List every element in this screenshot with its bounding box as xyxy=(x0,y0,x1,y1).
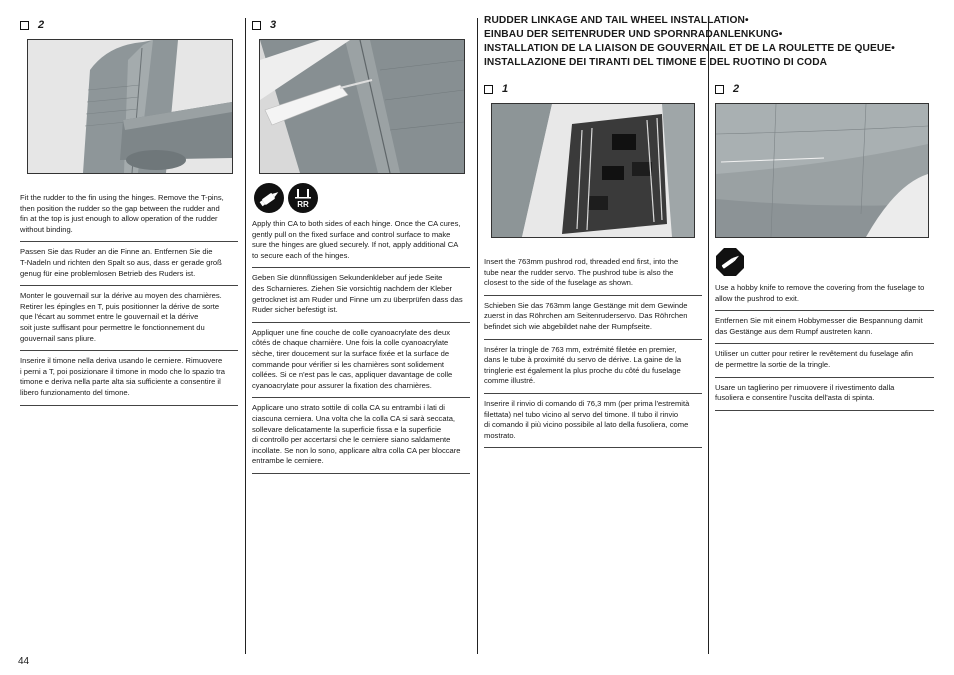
tool-icons xyxy=(254,181,470,215)
section-heading xyxy=(484,14,944,70)
heading-de: EINBAU DER SEITENRUDER UND SPORNRADANLENKUNG• xyxy=(484,29,783,40)
column-2 xyxy=(252,18,470,474)
column-divider xyxy=(245,18,246,654)
photo-pushrod-insert xyxy=(491,103,695,238)
checkbox[interactable] xyxy=(252,21,261,30)
instruction-en: Fit the rudder to the fin using the hinges. Remove the T-pins, then position the rudder so the gap between the rudder and fin at the top is just enough to allow operation of the rudder without binding. xyxy=(20,193,238,242)
instruction-fr: Monter le gouvernail sur la dérive au moyen des charnières. Retirer les épingles en T, puis positionner la dérive de sorte que l'écart au sommet entre le gouvernail et la dérive soit juste suffisant pour permettre le fonctionnement du gouvernail sans pliure. xyxy=(20,286,238,351)
rudder-fin-image xyxy=(28,40,232,173)
column-3 xyxy=(484,82,702,448)
instruction-it: Applicare uno strato sottile di colla CA su entrambi i lati di ciascuna cerniera. Una volta che la colla CA si sarà seccata, sollevare delicatamente la superficie fissa e la superficie di controllo per accertarsi che le cerniere siano saldamente incollate. Se non lo sono, applicare altra colla CA per bloccare entrambe le cerniere. xyxy=(252,398,470,474)
step-number: 1 xyxy=(502,83,509,95)
instruction-en: Insert the 763mm pushrod rod, threaded end first, into the tube near the rudder servo. The pushrod tube is also the closest to the side of the fuselage as shown. xyxy=(484,257,702,296)
fuselage-pushrod-image xyxy=(716,104,928,237)
hobby-knife-icon xyxy=(715,247,745,277)
photo-pushrod-exit xyxy=(715,103,929,238)
column-1 xyxy=(20,18,238,406)
ca-glue-icon xyxy=(254,183,284,213)
page-number: 44 xyxy=(18,656,30,667)
instruction-fr: Appliquer une fine couche de colle cyanoacrylate des deux côtés de chaque charnière. Une fois la colle cyanoacrylate sèche, tirer doucement sur la surface fixée et la surface de commande pour vérifier si les charnières sont solidement collées. Si ce n'est pas le cas, appliquer davantage de colle cyanoacrylate pour assurer la fixation des charnières. xyxy=(252,323,470,399)
instruction-it: Inserire il timone nella deriva usando le cerniere. Rimuovere i perni a T, poi posizionare il timone in modo che lo spazio tra timone e deriva nella parte alta sia sufficiente a consentire il libero funzionamento del timone. xyxy=(20,351,238,405)
column-divider xyxy=(477,18,478,654)
heading-it: INSTALLAZIONE DEI TIRANTI DEL TIMONE E DEL RUOTINO DI CODA xyxy=(484,57,828,68)
step-header xyxy=(484,82,702,96)
instruction-de: Passen Sie das Ruder an die Finne an. Entfernen Sie die T-Nadeln und richten den Spalt so aus, dass er gerade groß genug für eine problemlosen Betrieb des Ruders ist. xyxy=(20,242,238,286)
step-number: 3 xyxy=(270,19,277,31)
svg-text:RR: RR xyxy=(297,200,309,209)
checkbox[interactable] xyxy=(484,85,493,94)
instruction-de: Entfernen Sie mit einem Hobbymesser die Bespannung damit das Gestänge aus dem Rumpf austreten kann. xyxy=(715,311,934,344)
column-divider xyxy=(708,18,709,654)
checkbox[interactable] xyxy=(715,85,724,94)
instruction-fr: Utiliser un cutter pour retirer le revêtement du fuselage afin de permettre la sortie de la tringle. xyxy=(715,344,934,377)
step-number: 2 xyxy=(733,83,740,95)
heading-en: RUDDER LINKAGE AND TAIL WHEEL INSTALLATION• xyxy=(484,15,749,26)
column-4 xyxy=(715,82,934,411)
tool-icons xyxy=(715,245,934,279)
checkbox[interactable] xyxy=(20,21,29,30)
step-header xyxy=(20,18,238,32)
step-header xyxy=(715,82,934,96)
instruction-de: Geben Sie dünnflüssigen Sekundenkleber auf jede Seite des Scharnieres. Ziehen Sie vorsichtig nachdem der Kleber getrocknet ist am Ruder und Finne um zu überprüfen dass das Ruder sicher befestigt ist. xyxy=(252,268,470,322)
step-number: 2 xyxy=(38,19,45,31)
ca-application-image xyxy=(260,40,464,173)
photo-rudder-fit xyxy=(27,39,233,174)
instruction-en: Apply thin CA to both sides of each hinge. Once the CA cures, gently pull on the fixed surface and control surface to make sure the hinges are glued securely. If not, apply additional CA to secure each of the hinges. xyxy=(252,219,470,268)
instruction-it: Usare un taglierino per rimuovere il rivestimento dalla fusoliera e consentire l'uscita dell'asta di spinta. xyxy=(715,378,934,411)
hinge-icon xyxy=(288,183,318,213)
instruction-it: Inserire il rinvio di comando di 76,3 mm (per prima l'estremità filettata) nel tubo vicino al servo del timone. Il tubo il rinvio di comando il più vicino possibile al lato della fusoliera, come mostrato. xyxy=(484,394,702,448)
instruction-en: Use a hobby knife to remove the covering from the fuselage to allow the pushrod to exit. xyxy=(715,283,934,311)
photo-apply-ca xyxy=(259,39,465,174)
fuselage-servo-image xyxy=(492,104,694,237)
instruction-fr: Insérer la tringle de 763 mm, extrémité filetée en premier, dans le tube à proximité du servo de dérive. La gaine de la tringlerie est également la plus proche du côté du fuselage comme illustré. xyxy=(484,340,702,394)
instruction-de: Schieben Sie das 763mm lange Gestänge mit dem Gewinde zuerst in das Röhrchen am Seitenruderservo. Das Röhrchen befindet sich wie abgebildet nahe der Rumpfseite. xyxy=(484,296,702,340)
heading-fr: INSTALLATION DE LA LIAISON DE GOUVERNAIL ET DE LA ROULETTE DE QUEUE• xyxy=(484,43,895,54)
step-header xyxy=(252,18,470,32)
